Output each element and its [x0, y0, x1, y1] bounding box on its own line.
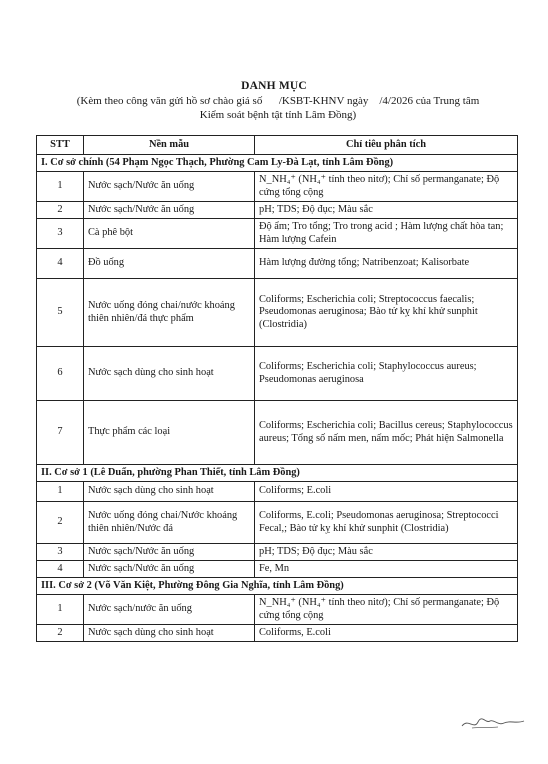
cell-chi-tieu: Fe, Mn: [255, 561, 518, 578]
cell-chi-tieu: Coliforms, E.coli; Pseudomonas aeruginosa; Streptococci Fecal,; Bào tử kỵ khí khử sunphit (Clostridia): [255, 502, 518, 544]
cell-chi-tieu: Coliforms; E.coli: [255, 482, 518, 502]
table-row: [37, 544, 518, 561]
section-row: [37, 578, 518, 595]
cell-stt: 2: [37, 502, 84, 544]
section-title: I. Cơ sở chính (54 Phạm Ngọc Thạch, Phường Cam Ly-Đà Lạt, tỉnh Lâm Đồng): [37, 155, 518, 172]
table-row: [37, 279, 518, 347]
cell-chi-tieu: Coliforms; Escherichia coli; Staphylococcus aureus; Pseudomonas aeruginosa: [255, 347, 518, 401]
subtitle-line-1: (Kèm theo công văn gửi hồ sơ chào giá số /KSBT-KHNV ngày /4/2026 của Trung tâm: [76, 95, 480, 107]
cell-chi-tieu: Độ ẩm; Tro tổng; Tro trong acid ; Hàm lượng chất hòa tan; Hàm lượng Cafein: [255, 219, 518, 249]
cell-nen-mau: Nước sạch/Nước ăn uống: [84, 544, 255, 561]
cell-stt: 2: [37, 625, 84, 642]
cell-nen-mau: Nước uống đóng chai/Nước khoáng thiên nhiên/Nước đá: [84, 502, 255, 544]
cell-nen-mau: Nước sạch dùng cho sinh hoạt: [84, 347, 255, 401]
cell-chi-tieu: Hàm lượng đường tổng; Natribenzoat; Kalisorbate: [255, 249, 518, 279]
cell-stt: 3: [37, 219, 84, 249]
table-row: [37, 202, 518, 219]
cell-stt: 1: [37, 595, 84, 625]
table-row: [37, 502, 518, 544]
analysis-table: [36, 135, 518, 642]
handwritten-signature: [458, 712, 528, 734]
cell-stt: 1: [37, 482, 84, 502]
cell-chi-tieu: pH; TDS; Độ đục; Màu sắc: [255, 202, 518, 219]
cell-chi-tieu: pH; TDS; Độ đục; Màu sắc: [255, 544, 518, 561]
cell-nen-mau: Nước uống đóng chai/nước khoáng thiên nhiên/đá thực phẩm: [84, 279, 255, 347]
cell-chi-tieu: [255, 172, 518, 202]
cell-stt: 4: [37, 561, 84, 578]
cell-nen-mau: Thực phẩm các loại: [84, 401, 255, 465]
document-title: DANH MỤC: [241, 80, 307, 92]
header-chi-tieu: Chỉ tiêu phân tích: [255, 136, 518, 155]
cell-stt: 3: [37, 544, 84, 561]
cell-stt: 2: [37, 202, 84, 219]
table-row: [37, 482, 518, 502]
cell-chi-tieu: Coliforms; Escherichia coli; Bacillus cereus; Staphylococcus aureus; Tổng số nấm men, nấm mốc; Phát hiện Salmonella: [255, 401, 518, 465]
cell-stt: 1: [37, 172, 84, 202]
cell-nen-mau: Nước sạch/nước ăn uống: [84, 595, 255, 625]
section-row: [37, 465, 518, 482]
table-row: [37, 172, 518, 202]
cell-chi-tieu: N_NH₄⁺ (NH₄⁺ tính theo nitơ); Chỉ số permanganate; Độ cứng tổng cộng: [255, 595, 518, 625]
subtitle-line-2: Kiểm soát bệnh tật tỉnh Lâm Đồng): [199, 108, 357, 121]
cell-stt: 7: [37, 401, 84, 465]
chi-tieu-text: N_NH₄⁺ (NH₄⁺ tính theo nitơ); Chỉ số permanganate; Độ cứng tổng cộng: [259, 174, 500, 198]
header-nen-mau: Nền mẫu: [84, 136, 255, 155]
table-row: [37, 219, 518, 249]
section-row: [37, 155, 518, 172]
cell-nen-mau: Nước sạch dùng cho sinh hoạt: [84, 482, 255, 502]
cell-nen-mau: Nước sạch/Nước ăn uống: [84, 202, 255, 219]
document-subtitle: [38, 95, 518, 122]
cell-nen-mau: Nước sạch/Nước ăn uống: [84, 561, 255, 578]
cell-nen-mau: Đồ uống: [84, 249, 255, 279]
section-title: II. Cơ sở 1 (Lê Duẩn, phường Phan Thiết, tỉnh Lâm Đồng): [37, 465, 518, 482]
cell-stt: 4: [37, 249, 84, 279]
cell-stt: 6: [37, 347, 84, 401]
section-title: III. Cơ sở 2 (Võ Văn Kiệt, Phường Đông Gia Nghĩa, tỉnh Lâm Đồng): [37, 578, 518, 595]
table-row: [37, 249, 518, 279]
table-row: [37, 625, 518, 642]
table-row: [37, 401, 518, 465]
table-row: [37, 561, 518, 578]
table-row: [37, 347, 518, 401]
cell-nen-mau: Cà phê bột: [84, 219, 255, 249]
cell-chi-tieu: Coliforms; Escherichia coli; Streptococcus faecalis; Pseudomonas aeruginosa; Bào tử kỵ khí khử sunphit (Clostridia): [255, 279, 518, 347]
table-header-row: [37, 136, 518, 155]
header-stt: STT: [37, 136, 84, 155]
cell-nen-mau: Nước sạch/Nước ăn uống: [84, 172, 255, 202]
cell-nen-mau: Nước sạch dùng cho sinh hoạt: [84, 625, 255, 642]
cell-chi-tieu: Coliforms, E.coli: [255, 625, 518, 642]
cell-stt: 5: [37, 279, 84, 347]
table-row: [37, 595, 518, 625]
